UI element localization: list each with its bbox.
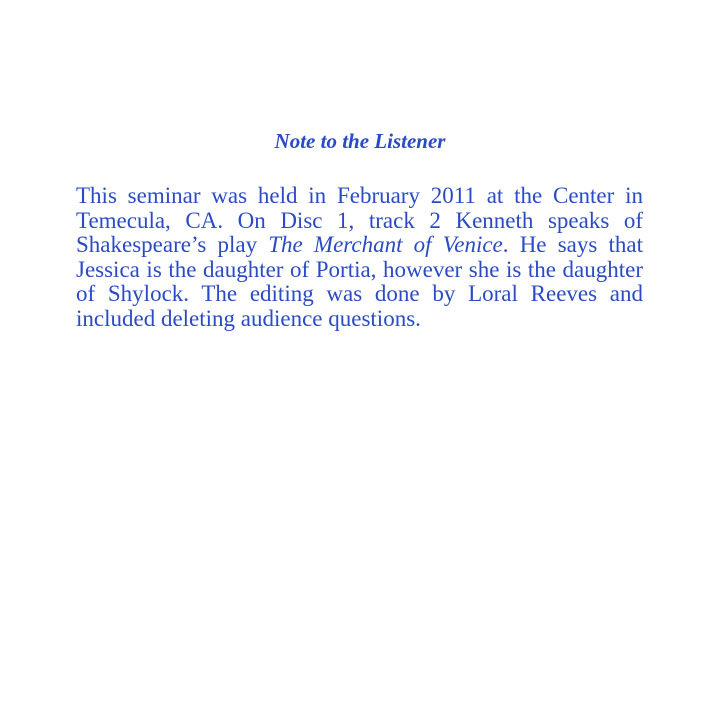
note-paragraph-part-1: This seminar was held in February 2011 at the Center in Temecula, CA. On Disc 1, track 2 Kenneth speaks of Shakespeare’s play <box>76 183 643 258</box>
play-title: The Merchant of Venice <box>268 232 503 258</box>
note-paragraph <box>76 184 643 332</box>
note-paragraph-part-2: . He says that Jessica is the daughter of Portia, however she is the daughter of Shylock. The editing was done by Loral Reeves and included deleting audience questions. <box>76 232 643 331</box>
note-title: Note to the Listener <box>274 129 446 153</box>
